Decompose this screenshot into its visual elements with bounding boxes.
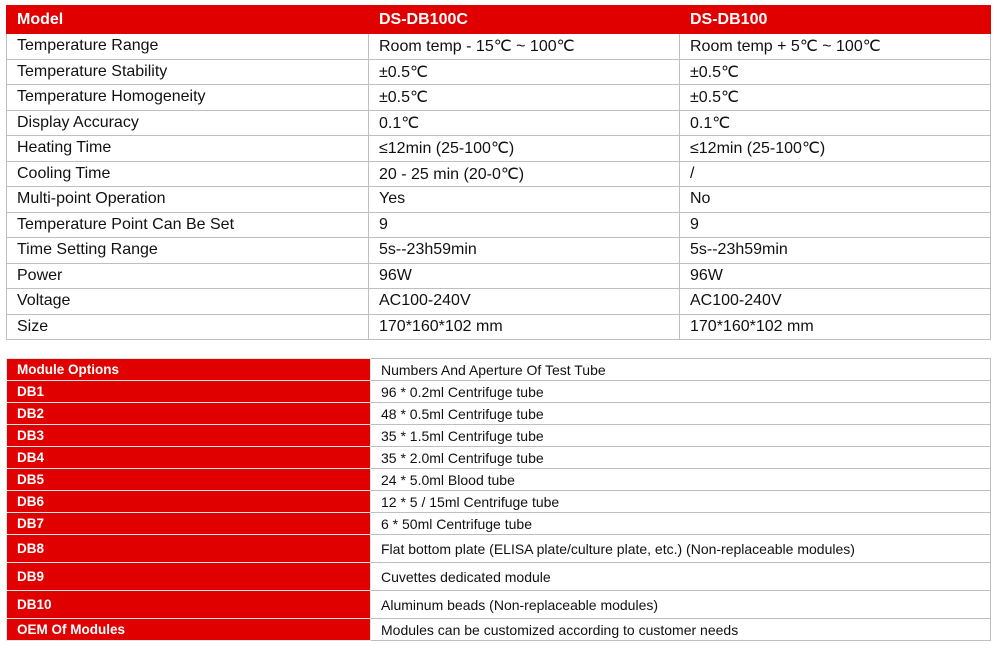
table-row [7, 469, 991, 491]
module-description: 35 * 1.5ml Centrifuge tube [371, 425, 991, 447]
table-row [7, 591, 991, 619]
header-model: Model [7, 6, 369, 34]
spec-value-db100c: 0.1℃ [369, 110, 680, 136]
spec-value-db100: 0.1℃ [680, 110, 991, 136]
spec-value-db100c: 9 [369, 212, 680, 238]
spec-value-db100: / [680, 161, 991, 187]
spec-label: Time Setting Range [7, 238, 369, 264]
module-description: 48 * 0.5ml Centrifuge tube [371, 403, 991, 425]
module-code: DB2 [7, 403, 371, 425]
table-row [7, 513, 991, 535]
spec-value-db100c: 96W [369, 263, 680, 289]
spec-value-db100: No [680, 187, 991, 213]
spec-value-db100: ≤12min (25-100℃) [680, 136, 991, 162]
spec-value-db100c: ±0.5℃ [369, 85, 680, 111]
table-row [7, 425, 991, 447]
specs-header-row [7, 6, 991, 34]
table-row [7, 59, 991, 85]
spec-value-db100c: ±0.5℃ [369, 59, 680, 85]
table-row [7, 136, 991, 162]
table-row [7, 161, 991, 187]
spec-label: Heating Time [7, 136, 369, 162]
spec-label: Multi-point Operation [7, 187, 369, 213]
specs-table [6, 5, 991, 340]
module-description: Modules can be customized according to customer needs [371, 619, 991, 641]
header-module-options: Module Options [7, 359, 371, 381]
spec-value-db100c: 170*160*102 mm [369, 314, 680, 340]
module-code: DB9 [7, 563, 371, 591]
module-code: DB7 [7, 513, 371, 535]
spec-value-db100: 5s--23h59min [680, 238, 991, 264]
module-code: DB6 [7, 491, 371, 513]
module-description: 96 * 0.2ml Centrifuge tube [371, 381, 991, 403]
spec-label: Power [7, 263, 369, 289]
table-row [7, 263, 991, 289]
module-description: 6 * 50ml Centrifuge tube [371, 513, 991, 535]
module-description: Cuvettes dedicated module [371, 563, 991, 591]
module-description: Flat bottom plate (ELISA plate/culture plate, etc.) (Non-replaceable modules) [371, 535, 991, 563]
table-row [7, 563, 991, 591]
module-description: 24 * 5.0ml Blood tube [371, 469, 991, 491]
table-row [7, 447, 991, 469]
spec-value-db100: AC100-240V [680, 289, 991, 315]
header-tube-aperture: Numbers And Aperture Of Test Tube [371, 359, 991, 381]
modules-table [6, 358, 991, 641]
table-row [7, 238, 991, 264]
table-row [7, 34, 991, 60]
table-row [7, 619, 991, 641]
module-code: OEM Of Modules [7, 619, 371, 641]
header-ds-db100: DS-DB100 [680, 6, 991, 34]
module-description: 12 * 5 / 15ml Centrifuge tube [371, 491, 991, 513]
spec-label: Display Accuracy [7, 110, 369, 136]
table-row [7, 381, 991, 403]
table-row [7, 535, 991, 563]
module-description: 35 * 2.0ml Centrifuge tube [371, 447, 991, 469]
table-row [7, 187, 991, 213]
module-code: DB4 [7, 447, 371, 469]
module-code: DB8 [7, 535, 371, 563]
spec-value-db100: Room temp + 5℃ ~ 100℃ [680, 34, 991, 60]
module-code: DB3 [7, 425, 371, 447]
spec-value-db100: 170*160*102 mm [680, 314, 991, 340]
spec-value-db100c: Room temp - 15℃ ~ 100℃ [369, 34, 680, 60]
table-row [7, 491, 991, 513]
spec-label: Temperature Point Can Be Set [7, 212, 369, 238]
spec-value-db100: ±0.5℃ [680, 85, 991, 111]
spec-label: Temperature Range [7, 34, 369, 60]
table-row [7, 212, 991, 238]
module-description: Aluminum beads (Non-replaceable modules) [371, 591, 991, 619]
modules-header-row [7, 359, 991, 381]
spec-value-db100c: 5s--23h59min [369, 238, 680, 264]
module-code: DB5 [7, 469, 371, 491]
table-row [7, 85, 991, 111]
module-code: DB1 [7, 381, 371, 403]
module-code: DB10 [7, 591, 371, 619]
spec-label: Voltage [7, 289, 369, 315]
spec-value-db100: ±0.5℃ [680, 59, 991, 85]
table-row [7, 289, 991, 315]
spec-value-db100c: ≤12min (25-100℃) [369, 136, 680, 162]
spec-value-db100c: AC100-240V [369, 289, 680, 315]
table-row [7, 110, 991, 136]
table-row [7, 403, 991, 425]
spec-value-db100c: 20 - 25 min (20-0℃) [369, 161, 680, 187]
spec-value-db100: 9 [680, 212, 991, 238]
spec-label: Size [7, 314, 369, 340]
spec-label: Temperature Stability [7, 59, 369, 85]
table-row [7, 314, 991, 340]
spec-label: Temperature Homogeneity [7, 85, 369, 111]
header-ds-db100c: DS-DB100C [369, 6, 680, 34]
spec-label: Cooling Time [7, 161, 369, 187]
spec-value-db100c: Yes [369, 187, 680, 213]
spec-value-db100: 96W [680, 263, 991, 289]
